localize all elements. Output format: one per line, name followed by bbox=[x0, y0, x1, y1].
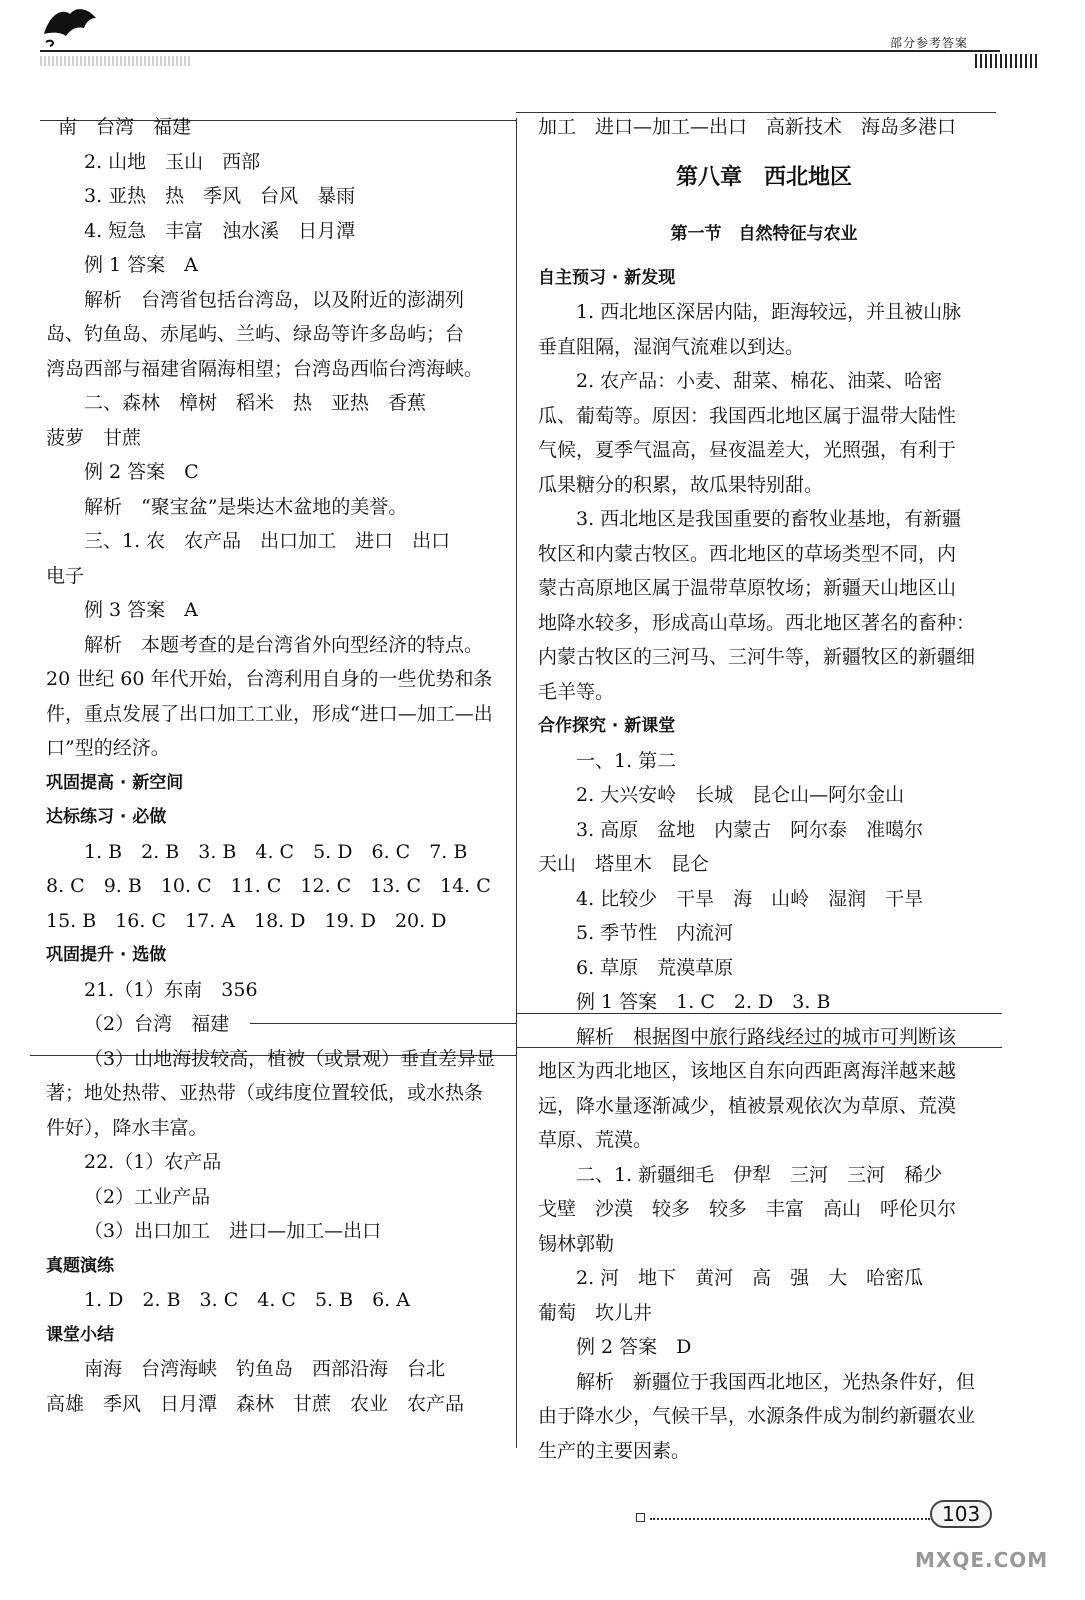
left-heading-optional: 巩固提升 · 选做 bbox=[46, 945, 167, 965]
left-column bbox=[46, 110, 498, 1421]
left-line-2: 3. 亚热 热 季风 台风 暴雨 bbox=[84, 185, 356, 207]
section-title: 第一节 自然特征与农业 bbox=[670, 223, 858, 244]
left-line-30: 22.（1）农产品 bbox=[84, 1151, 222, 1173]
footer-square-icon bbox=[636, 1513, 645, 1522]
left-line-36: 南海 台湾海峡 钓鱼岛 西部沿海 台北 bbox=[84, 1358, 446, 1380]
right-line-6: 瓜果糖分的积累，故瓜果特别甜。 bbox=[538, 473, 824, 496]
right-line-25: 草原、荒漠。 bbox=[538, 1129, 653, 1151]
chapter-title: 第八章 西北地区 bbox=[675, 164, 852, 190]
right-heading-preview: 自主预习 · 新发现 bbox=[538, 267, 676, 288]
logo-icon bbox=[40, 4, 100, 48]
left-line-27: （3）山地海拔较高，植被（或景观）垂直差异显 bbox=[84, 1047, 496, 1070]
page-number: 103 bbox=[930, 1500, 992, 1528]
right-line-10: 地降水较多，形成高山草场。西北地区著名的畜种： bbox=[538, 611, 976, 634]
left-line-5: 解析 台湾省包括台湾岛，以及附近的澎湖列 bbox=[84, 288, 465, 311]
left-line-37: 高雄 季风 日月潭 森林 甘蔗 农业 农产品 bbox=[46, 1392, 465, 1415]
left-line-16: 20 世纪 60 年代开始，台湾利用自身的一些优势和条 bbox=[46, 668, 493, 690]
right-line-11: 内蒙古牧区的三河马、三河牛等，新疆牧区的新疆细 bbox=[538, 646, 976, 668]
left-line-23: 15. B 16. C 17. A 18. D 19. D 20. D bbox=[46, 909, 447, 932]
left-heading-summary: 课堂小结 bbox=[46, 1324, 114, 1345]
right-line-18: 4. 比较少 干旱 海 山岭 湿润 干旱 bbox=[576, 887, 924, 910]
right-line-5: 气候，夏季气温高，昼夜温差大，光照强，有利于 bbox=[538, 439, 957, 461]
right-line-14: 一、1. 第二 bbox=[576, 749, 677, 772]
left-line-0: 南 台湾 福建 bbox=[58, 116, 192, 138]
left-line-10: 例 2 答案 C bbox=[84, 461, 199, 483]
left-line-25: 21.（1）东南 356 bbox=[84, 978, 258, 1001]
column-divider bbox=[516, 118, 517, 1448]
right-line-12: 毛羊等。 bbox=[538, 680, 615, 703]
left-heading-consolidate: 巩固提高 · 新空间 bbox=[46, 772, 184, 793]
left-line-1: 2. 山地 玉山 西部 bbox=[84, 150, 261, 173]
header-title: 部分参考答案 bbox=[890, 36, 969, 50]
left-line-14: 例 3 答案 A bbox=[84, 599, 198, 621]
left-line-22: 8. C 9. B 10. C 11. C 12. C 13. C 14. C bbox=[46, 875, 491, 897]
right-line-28: 锡林郭勒 bbox=[538, 1232, 615, 1255]
right-line-30: 葡萄 坎儿井 bbox=[538, 1301, 653, 1324]
left-line-26: （2）台湾 福建 bbox=[84, 1013, 230, 1035]
left-line-21: 1. B 2. B 3. B 4. C 5. D 6. C 7. B bbox=[84, 840, 468, 863]
left-line-7: 湾岛西部与福建省隔海相望；台湾岛西临台湾海峡。 bbox=[46, 357, 484, 380]
header-band bbox=[40, 56, 190, 66]
right-line-29: 2. 河 地下 黄河 高 强 大 哈密瓜 bbox=[576, 1267, 924, 1289]
right-heading-explore: 合作探究 · 新课堂 bbox=[538, 716, 676, 736]
left-line-11: 解析 “聚宝盆”是柴达木盆地的美誉。 bbox=[84, 495, 408, 518]
left-line-12: 三、1. 农 农产品 出口加工 进口 出口 bbox=[84, 530, 451, 552]
left-line-18: 口”型的经济。 bbox=[46, 737, 170, 759]
right-line-20: 6. 草原 荒漠草原 bbox=[576, 956, 734, 979]
left-line-28: 著；地处热带、亚热带（或纬度位置较低，或水热条 bbox=[46, 1082, 484, 1104]
right-line-17: 天山 塔里木 昆仑 bbox=[538, 853, 710, 875]
left-line-32: （3）出口加工 进口—加工—出口 bbox=[84, 1220, 382, 1242]
right-line-31: 例 2 答案 D bbox=[576, 1336, 692, 1358]
barcode-icon bbox=[975, 54, 1037, 68]
right-line-2: 垂直阻隔，湿润气流难以到达。 bbox=[538, 335, 805, 358]
right-line-24: 远，降水量逐渐减少，植被景观依次为草原、荒漠 bbox=[538, 1094, 957, 1117]
right-line-21: 例 1 答案 1. C 2. D 3. B bbox=[576, 991, 831, 1013]
left-line-31: （2）工业产品 bbox=[84, 1185, 211, 1208]
right-line-23: 地区为西北地区，该地区自东向西距离海洋越来越 bbox=[538, 1060, 957, 1082]
left-line-8: 二、森林 樟树 稻米 热 亚热 香蕉 bbox=[84, 392, 427, 414]
right-line-32: 解析 新疆位于我国西北地区，光热条件好，但 bbox=[576, 1370, 976, 1393]
right-line-4: 瓜、葡萄等。原因：我国西北地区属于温带大陆性 bbox=[538, 404, 957, 427]
right-line-15: 2. 大兴安岭 长城 昆仑山—阿尔金山 bbox=[576, 784, 905, 806]
left-heading-required: 达标练习 · 必做 bbox=[46, 807, 167, 827]
left-line-4: 例 1 答案 A bbox=[84, 254, 198, 276]
watermark: MXQE.COM bbox=[915, 1548, 1049, 1572]
left-line-34: 1. D 2. B 3. C 4. C 5. B 6. A bbox=[84, 1289, 410, 1311]
left-line-29: 件好），降水丰富。 bbox=[46, 1116, 208, 1139]
right-line-7: 3. 西北地区是我国重要的畜牧业基地，有新疆 bbox=[576, 508, 962, 530]
left-line-15: 解析 本题考查的是台湾省外向型经济的特点。 bbox=[84, 633, 484, 656]
footer-dotted-rule bbox=[650, 1518, 930, 1522]
left-line-17: 件，重点发展了出口加工工业，形成“进口—加工—出 bbox=[46, 702, 493, 725]
right-line-26: 二、1. 新疆细毛 伊犁 三河 三河 稀少 bbox=[576, 1163, 943, 1186]
right-column bbox=[538, 110, 990, 1468]
right-line-22: 解析 根据图中旅行路线经过的城市可判断该 bbox=[576, 1025, 957, 1048]
right-top-line: 加工 进口—加工—出口 高新技术 海岛多港口 bbox=[538, 116, 957, 138]
right-line-1: 1. 西北地区深居内陆，距海较远，并且被山脉 bbox=[576, 301, 962, 323]
right-line-34: 生产的主要因素。 bbox=[538, 1439, 691, 1462]
right-line-16: 3. 高原 盆地 内蒙古 阿尔泰 准噶尔 bbox=[576, 818, 924, 841]
left-line-6: 岛、钓鱼岛、赤尾屿、兰屿、绿岛等许多岛屿；台 bbox=[46, 323, 465, 345]
left-heading-exam: 真题演练 bbox=[46, 1255, 114, 1276]
right-line-9: 蒙古高原地区属于温带草原牧场；新疆天山地区山 bbox=[538, 577, 957, 599]
right-line-19: 5. 季节性 内流河 bbox=[576, 922, 734, 944]
right-line-33: 由于降水少，气候干旱，水源条件成为制约新疆农业 bbox=[538, 1405, 976, 1427]
left-line-3: 4. 短急 丰富 浊水溪 日月潭 bbox=[84, 219, 356, 242]
left-line-13: 电子 bbox=[46, 564, 85, 587]
right-line-8: 牧区和内蒙古牧区。西北地区的草场类型不同，内 bbox=[538, 542, 957, 565]
left-line-9: 菠萝 甘蔗 bbox=[46, 426, 142, 449]
header-rule bbox=[40, 50, 1000, 52]
right-line-27: 戈壁 沙漠 较多 较多 丰富 高山 呼伦贝尔 bbox=[538, 1198, 957, 1220]
right-line-3: 2. 农产品：小麦、甜菜、棉花、油菜、哈密 bbox=[576, 370, 943, 392]
